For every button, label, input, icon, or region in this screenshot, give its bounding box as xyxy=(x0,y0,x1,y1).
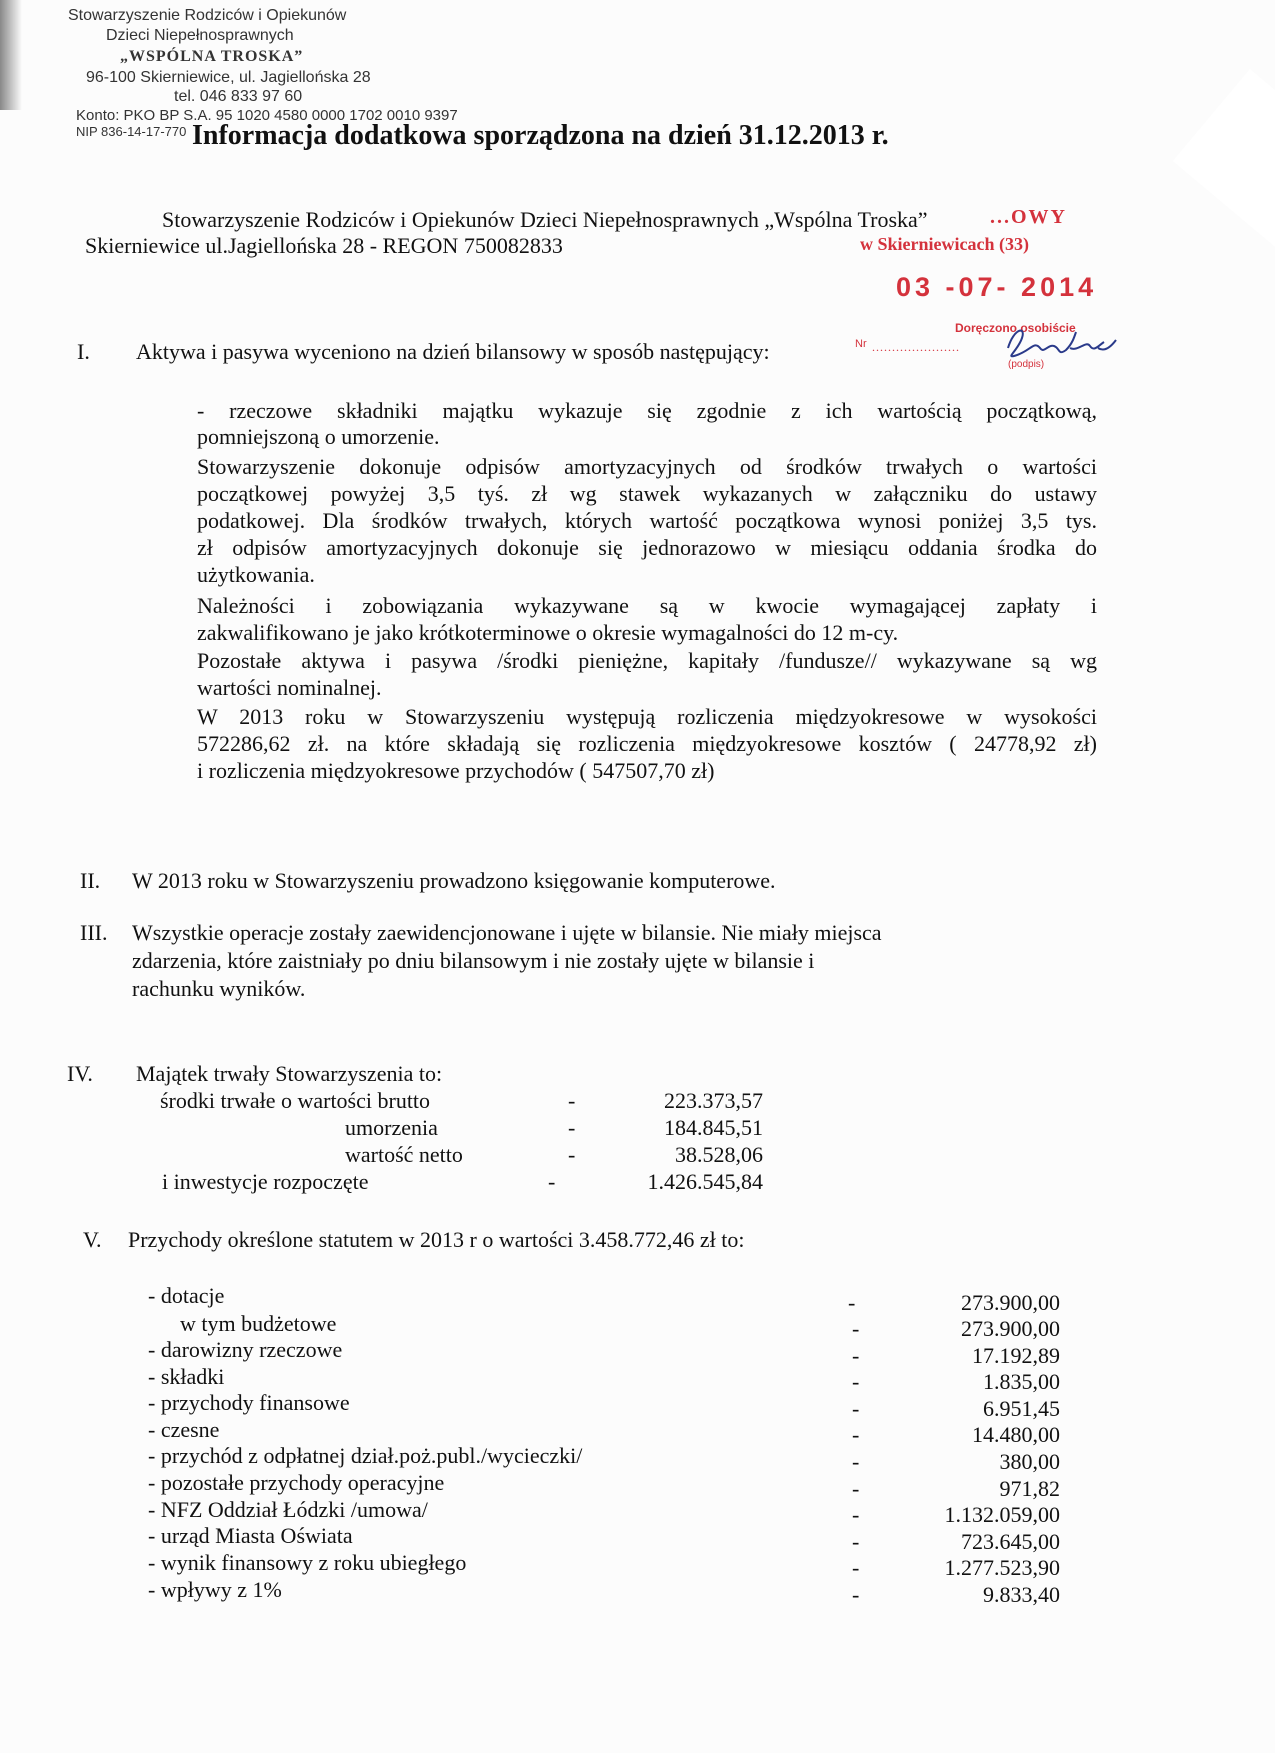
income-item-value: 723.645,00 xyxy=(961,1529,1060,1554)
asset-label: umorzenia xyxy=(345,1115,438,1140)
paragraph-line: W 2013 roku w Stowarzyszeniu występują rozliczenia międzyokresowe w wysokości xyxy=(197,704,1097,729)
income-item-dash: - xyxy=(852,1582,860,1607)
income-item-label: - przychód z odpłatnej dział.poż.publ./wycieczki/ xyxy=(148,1443,583,1468)
document-title: Informacja dodatkowa sporządzona na dzień 31.12.2013 r. xyxy=(192,120,889,151)
paragraph-line: Należności i zobowiązania wykazywane są w kwocie wymagającej zapłaty i xyxy=(197,593,1097,618)
income-item-dash: - xyxy=(852,1476,860,1501)
income-item-label: - dotacje xyxy=(148,1283,225,1308)
income-item-value: 6.951,45 xyxy=(983,1396,1060,1421)
asset-dash: - xyxy=(548,1169,556,1194)
income-item-label: - wpływy z 1% xyxy=(148,1577,282,1602)
stamp-line: Konto: PKO BP S.A. 95 1020 4580 0000 1702 0010 9397 xyxy=(76,107,458,124)
paragraph-line: podatkowej. Dla środków trwałych, których wartość początkowa wynosi poniżej 3,5 tys. xyxy=(197,508,1097,533)
paragraph-line: Pozostałe aktywa i pasywa /środki pieniężne, kapitały /fundusze// wykazywane są wg xyxy=(197,648,1097,673)
section-text: Wszystkie operacje zostały zaewidencjonowane i ujęte w bilansie. Nie miały miejsca xyxy=(132,920,882,945)
income-item-label: - składki xyxy=(148,1364,225,1389)
paragraph-line: użytkowania. xyxy=(197,562,315,587)
income-item-label: - NFZ Oddział Łódzki /umowa/ xyxy=(148,1497,428,1522)
section-numeral: III. xyxy=(80,920,108,945)
stamp-line: tel. 046 833 97 60 xyxy=(174,88,303,105)
income-item-label: - urząd Miasta Oświata xyxy=(148,1523,353,1548)
income-item-dash: - xyxy=(852,1343,860,1368)
section-numeral: II. xyxy=(80,868,101,893)
stamp-line: Stowarzyszenie Rodziców i Opiekunów xyxy=(68,7,347,24)
asset-label: wartość netto xyxy=(345,1142,463,1167)
signature-icon xyxy=(1000,318,1120,368)
receipt-stamp-city: w Skierniewicach (33) xyxy=(860,234,1029,254)
income-item-value: 14.480,00 xyxy=(972,1422,1060,1447)
section-text: rachunku wyników. xyxy=(132,976,306,1001)
paragraph-line: zł odpisów amortyzacyjnych dokonuje się jednorazowo w miesiącu oddania środka do xyxy=(197,535,1097,560)
income-item-value: 9.833,40 xyxy=(983,1582,1060,1607)
income-item-label: - darowizny rzeczowe xyxy=(148,1337,343,1362)
income-item-dash: - xyxy=(852,1396,860,1421)
income-item-label: - wynik finansowy z roku ubiegłego xyxy=(148,1550,467,1575)
section-numeral: V. xyxy=(83,1227,102,1252)
stamp-line: 96-100 Skierniewice, ul. Jagiellońska 28 xyxy=(86,69,371,86)
paragraph-line: zakwalifikowano je jako krótkoterminowe o okresie wymagalności do 12 m-cy. xyxy=(197,620,899,645)
paragraph-line: 572286,62 zł. na które składają się rozliczenia międzyokresowe kosztów ( 24778,92 zł) xyxy=(197,731,1097,756)
income-item-value: 1.132.059,00 xyxy=(944,1502,1060,1527)
asset-label: środki trwałe o wartości brutto xyxy=(160,1088,431,1113)
asset-value: 184.845,51 xyxy=(664,1115,763,1140)
section-numeral: I. xyxy=(77,339,90,364)
section-heading: Majątek trwały Stowarzyszenia to: xyxy=(136,1061,443,1086)
income-item-value: 1.277.523,90 xyxy=(944,1555,1060,1580)
scan-shadow xyxy=(0,0,22,110)
section-numeral: IV. xyxy=(67,1061,93,1086)
asset-dash: - xyxy=(568,1115,576,1140)
income-item-value: 273.900,00 xyxy=(961,1316,1060,1341)
income-item-value: 1.835,00 xyxy=(983,1369,1060,1394)
paragraph-line: wartości nominalnej. xyxy=(197,675,382,700)
asset-value: 38.528,06 xyxy=(675,1142,763,1167)
income-item-label: w tym budżetowe xyxy=(180,1311,337,1336)
asset-value: 223.373,57 xyxy=(664,1088,763,1113)
receipt-stamp-nr: Nr xyxy=(855,338,867,350)
org-name: Stowarzyszenie Rodziców i Opiekunów Dzieci Niepełnosprawnych „Wspólna Troska” xyxy=(162,207,928,232)
income-item-label: - pozostałe przychody operacyjne xyxy=(148,1470,445,1495)
org-address: Skierniewice ul.Jagiellońska 28 - REGON 750082833 xyxy=(85,233,563,258)
asset-dash: - xyxy=(568,1088,576,1113)
stamp-line: Dzieci Niepełnosprawnych xyxy=(106,27,294,44)
paragraph-line: pomniejszoną o umorzenie. xyxy=(197,424,440,449)
income-item-dash: - xyxy=(852,1316,860,1341)
income-item-dash: - xyxy=(852,1422,860,1447)
receipt-stamp-dots: ...................... xyxy=(872,340,960,354)
paragraph-line: i rozliczenia międzyokresowe przychodów ( 547507,70 zł) xyxy=(197,758,715,783)
income-item-dash: - xyxy=(848,1290,856,1315)
paragraph-line: początkowej powyżej 3,5 tyś. zł wg stawek wykazanych w załączniku do ustawy xyxy=(197,481,1097,506)
receipt-stamp-delivered: Doręczono osobiście xyxy=(955,321,1076,335)
income-item-label: - przychody finansowe xyxy=(148,1390,350,1415)
income-item-dash: - xyxy=(852,1449,860,1474)
receipt-stamp-date: 03 -07- 2014 xyxy=(896,272,1098,302)
paragraph-line: - rzeczowe składniki majątku wykazuje się zgodnie z ich wartością początkową, xyxy=(197,398,1097,423)
income-item-value: 273.900,00 xyxy=(961,1290,1060,1315)
page-corner xyxy=(1173,69,1275,251)
section-heading: Aktywa i pasywa wyceniono na dzień bilansowy w sposób następujący: xyxy=(136,339,770,364)
asset-dash: - xyxy=(568,1142,576,1167)
receipt-stamp-podpis: (podpis) xyxy=(1008,359,1045,370)
asset-value: 1.426.545,84 xyxy=(647,1169,763,1194)
asset-label: i inwestycje rozpoczęte xyxy=(162,1169,369,1194)
income-item-dash: - xyxy=(852,1529,860,1554)
income-item-value: 971,82 xyxy=(999,1476,1060,1501)
income-item-dash: - xyxy=(852,1555,860,1580)
income-item-dash: - xyxy=(852,1502,860,1527)
section-heading: Przychody określone statutem w 2013 r o wartości 3.458.772,46 zł to: xyxy=(128,1227,745,1252)
section-text: W 2013 roku w Stowarzyszeniu prowadzono księgowanie komputerowe. xyxy=(132,868,776,893)
income-item-value: 17.192,89 xyxy=(972,1343,1060,1368)
section-text: zdarzenia, które zaistniały po dniu bilansowym i nie zostały ujęte w bilansie i xyxy=(132,948,815,973)
paragraph-line: Stowarzyszenie dokonuje odpisów amortyzacyjnych od środków trwałych o wartości xyxy=(197,454,1097,479)
receipt-stamp-name: ...OWY xyxy=(990,206,1067,228)
income-item-dash: - xyxy=(852,1369,860,1394)
stamp-line: „WSPÓLNA TROSKA” xyxy=(120,48,304,65)
income-item-value: 380,00 xyxy=(999,1449,1060,1474)
income-item-label: - czesne xyxy=(148,1417,220,1442)
stamp-line: NIP 836-14-17-770 xyxy=(76,124,187,139)
